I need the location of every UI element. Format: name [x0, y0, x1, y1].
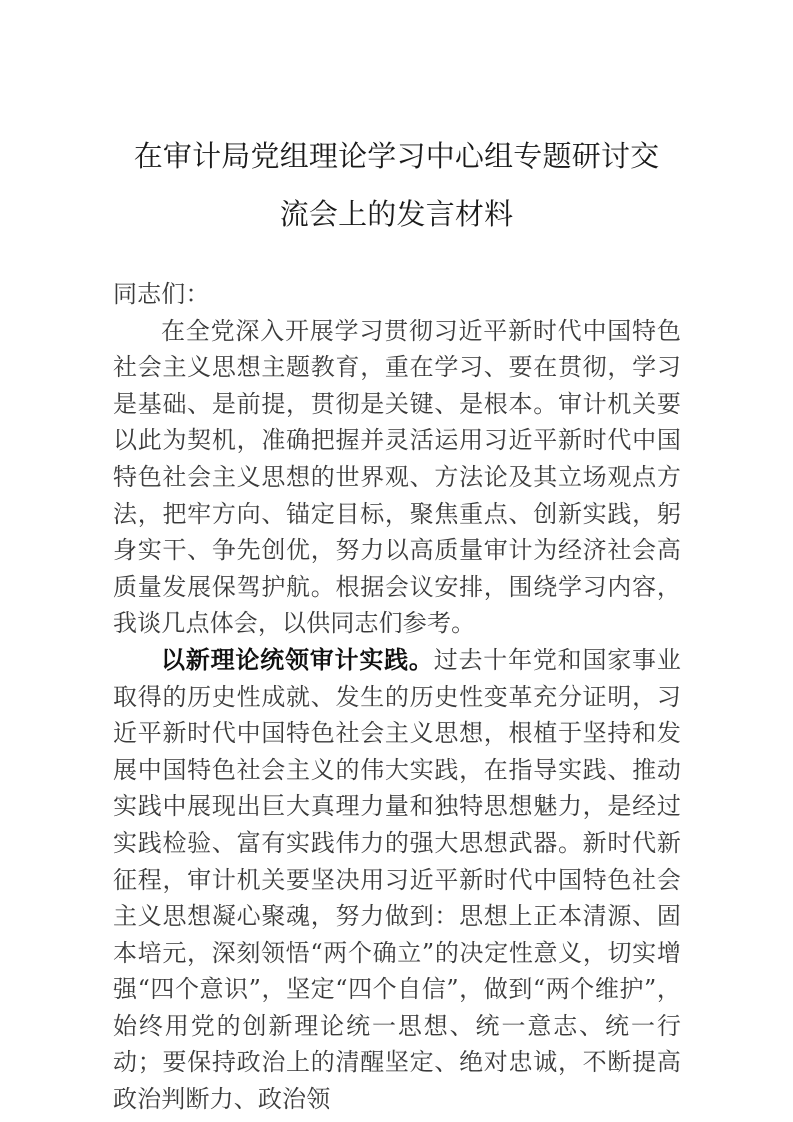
- salutation: 同志们：: [113, 280, 210, 308]
- page-title: [113, 128, 680, 244]
- title-line-2: 流会上的发言材料: [279, 199, 514, 231]
- paragraph-intro: [113, 313, 681, 642]
- paragraph-section-one: [113, 642, 681, 1118]
- title-line-1: 在审计局党组理论学习中心组专题研讨交: [133, 141, 660, 173]
- document-body: [113, 276, 681, 1118]
- section-one-heading: 以新理论统领审计实践。: [161, 644, 434, 674]
- paragraph-section-one-text: 过去十年党和国家事业取得的历史性成就、发生的历史性变革充分证明，习近平新时代中国特色社会主义思想，根植于坚持和发展中国特色社会主义的伟大实践，在指导实践、推动实践中展现出巨大真理力量和独特思想魅力，是经过实践检验、富有实践伟力的强大思想武器。新时代新征程，审计机关要坚决用习近平新时代中国特色社会主义思想凝心聚魂，努力做到：思想上正本清源、固本培元，深刻领悟“两个确立”的决定性意义，切实增强“四个意识”，坚定“四个自信”，做到“两个维护”，始终用党的创新理论统一思想、统一意志、统一行动；要保持政治上的清醒坚定、绝对忠诚，不断提高政治判断力、政治领: [113, 645, 681, 1114]
- paragraph-intro-text: 在全党深入开展学习贯彻习近平新时代中国特色社会主义思想主题教育，重在学习、要在贯彻，学习是基础、是前提，贯彻是关键、是根本。审计机关要以此为契机，准确把握并灵活运用习近平新时代中国特色社会主义思想的世界观、方法论及其立场观点方法，把牢方向、锚定目标，聚焦重点、创新实践，躬身实干、争先创优，努力以高质量审计为经济社会高质量发展保驾护航。根据会议安排，围绕学习内容，我谈几点体会，以供同志们参考。: [113, 316, 681, 638]
